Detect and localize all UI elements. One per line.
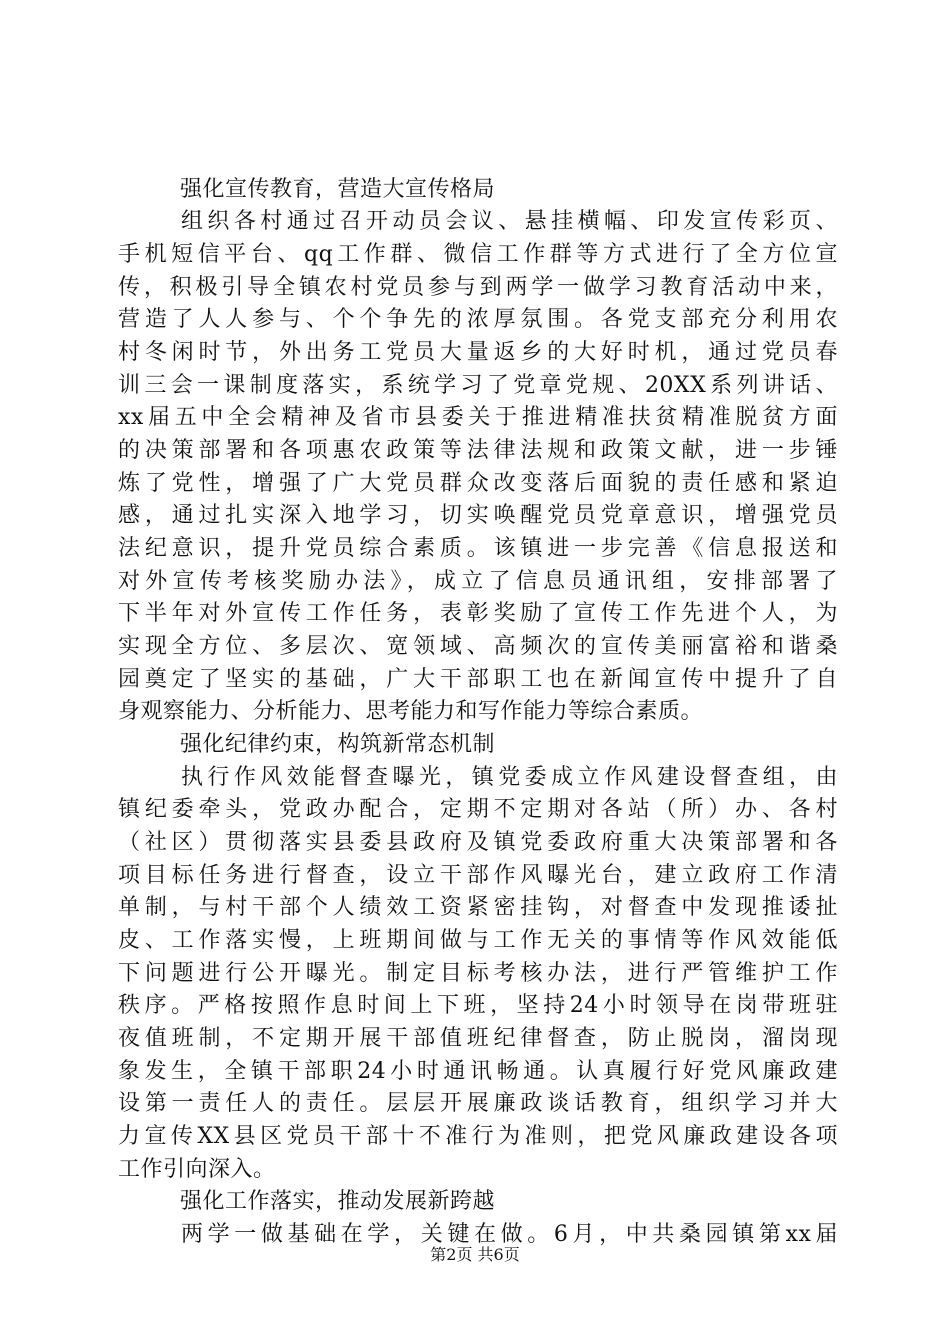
paragraph-line: 手机短信平台、qq工作群、微信工作群等方式进行了全方位宣 <box>118 242 838 267</box>
paragraph-line: 单制，与村干部个人绩效工资紧密挂钩，对督查中发现推诿扯 <box>118 895 838 920</box>
paragraph-line: 法纪意识，提升党员综合素质。该镇进一步完善《信息报送和 <box>118 536 838 561</box>
paragraph-line: 秩序。严格按照作息时间上下班，坚持24小时领导在岗带班驻 <box>118 993 838 1018</box>
paragraph-line: 力宣传XX县区党员干部十不准行为准则，把党风廉政建设各项 <box>118 1124 838 1149</box>
paragraph-line: 的决策部署和各项惠农政策等法律法规和政策文献，进一步锤 <box>118 438 838 463</box>
paragraph-line: 感，通过扎实深入地学习，切实唤醒党员党章意识，增强党员 <box>118 503 838 528</box>
section-heading: 强化宣传教育，营造大宣传格局 <box>180 177 496 202</box>
paragraph-line: 两学一做基础在学，关键在做。6月，中共桑园镇第xx届 <box>181 1222 838 1247</box>
paragraph-line: 炼了党性，增强了广大党员群众改变落后面貌的责任感和紧迫 <box>118 471 838 496</box>
paragraph-line: 皮、工作落实慢，上班期间做与工作无关的事情等作风效能低 <box>118 928 838 953</box>
paragraph-line: （社区）贯彻落实县委县政府及镇党委政府重大决策部署和各 <box>118 830 838 855</box>
paragraph-line: 下半年对外宣传工作任务，表彰奖励了宣传工作先进个人，为 <box>118 601 838 626</box>
section-heading: 强化工作落实，推动发展新跨越 <box>180 1189 496 1214</box>
paragraph-line: 下问题进行公开曝光。制定目标考核办法，进行严管维护工作 <box>118 961 838 986</box>
paragraph-line: 营造了人人参与、个个争先的浓厚氛围。各党支部充分利用农 <box>118 307 838 332</box>
paragraph-line: 训三会一课制度落实，系统学习了党章党规、20XX系列讲话、 <box>118 373 838 398</box>
paragraph-line: 夜值班制，不定期开展干部值班纪律督查，防止脱岗，溜岗现 <box>118 1026 838 1051</box>
paragraph-line: 执行作风效能督查曝光，镇党委成立作风建设督查组，由 <box>181 765 838 790</box>
paragraph-line: 组织各村通过召开动员会议、悬挂横幅、印发宣传彩页、 <box>181 209 838 234</box>
paragraph-line: 象发生，全镇干部职24小时通讯畅通。认真履行好党风廉政建 <box>118 1059 838 1084</box>
paragraph-line: 工作引向深入。 <box>118 1157 276 1182</box>
paragraph-line: 项目标任务进行督查，设立干部作风曝光台，建立政府工作清 <box>118 863 838 888</box>
paragraph-line: 对外宣传考核奖励办法》，成立了信息员通讯组，安排部署了 <box>118 569 838 594</box>
paragraph-line: 身观察能力、分析能力、思考能力和写作能力等综合素质。 <box>118 699 704 724</box>
page-number-footer: 第2页 共6页 <box>430 1245 520 1264</box>
paragraph-line: 园奠定了坚实的基础，广大干部职工也在新闻宣传中提升了自 <box>118 667 838 692</box>
paragraph-line: 镇纪委牵头，党政办配合，定期不定期对各站（所）办、各村 <box>118 797 838 822</box>
section-heading: 强化纪律约束，构筑新常态机制 <box>180 732 496 757</box>
paragraph-line: 传，积极引导全镇农村党员参与到两学一做学习教育活动中来， <box>118 275 838 300</box>
paragraph-line: 村冬闲时节，外出务工党员大量返乡的大好时机，通过党员春 <box>118 340 838 365</box>
paragraph-line: 实现全方位、多层次、宽领域、高频次的宣传美丽富裕和谐桑 <box>118 634 838 659</box>
paragraph-line: xx届五中全会精神及省市县委关于推进精准扶贫精准脱贫方面 <box>118 405 838 430</box>
paragraph-line: 设第一责任人的责任。层层开展廉政谈话教育，组织学习并大 <box>118 1091 838 1116</box>
